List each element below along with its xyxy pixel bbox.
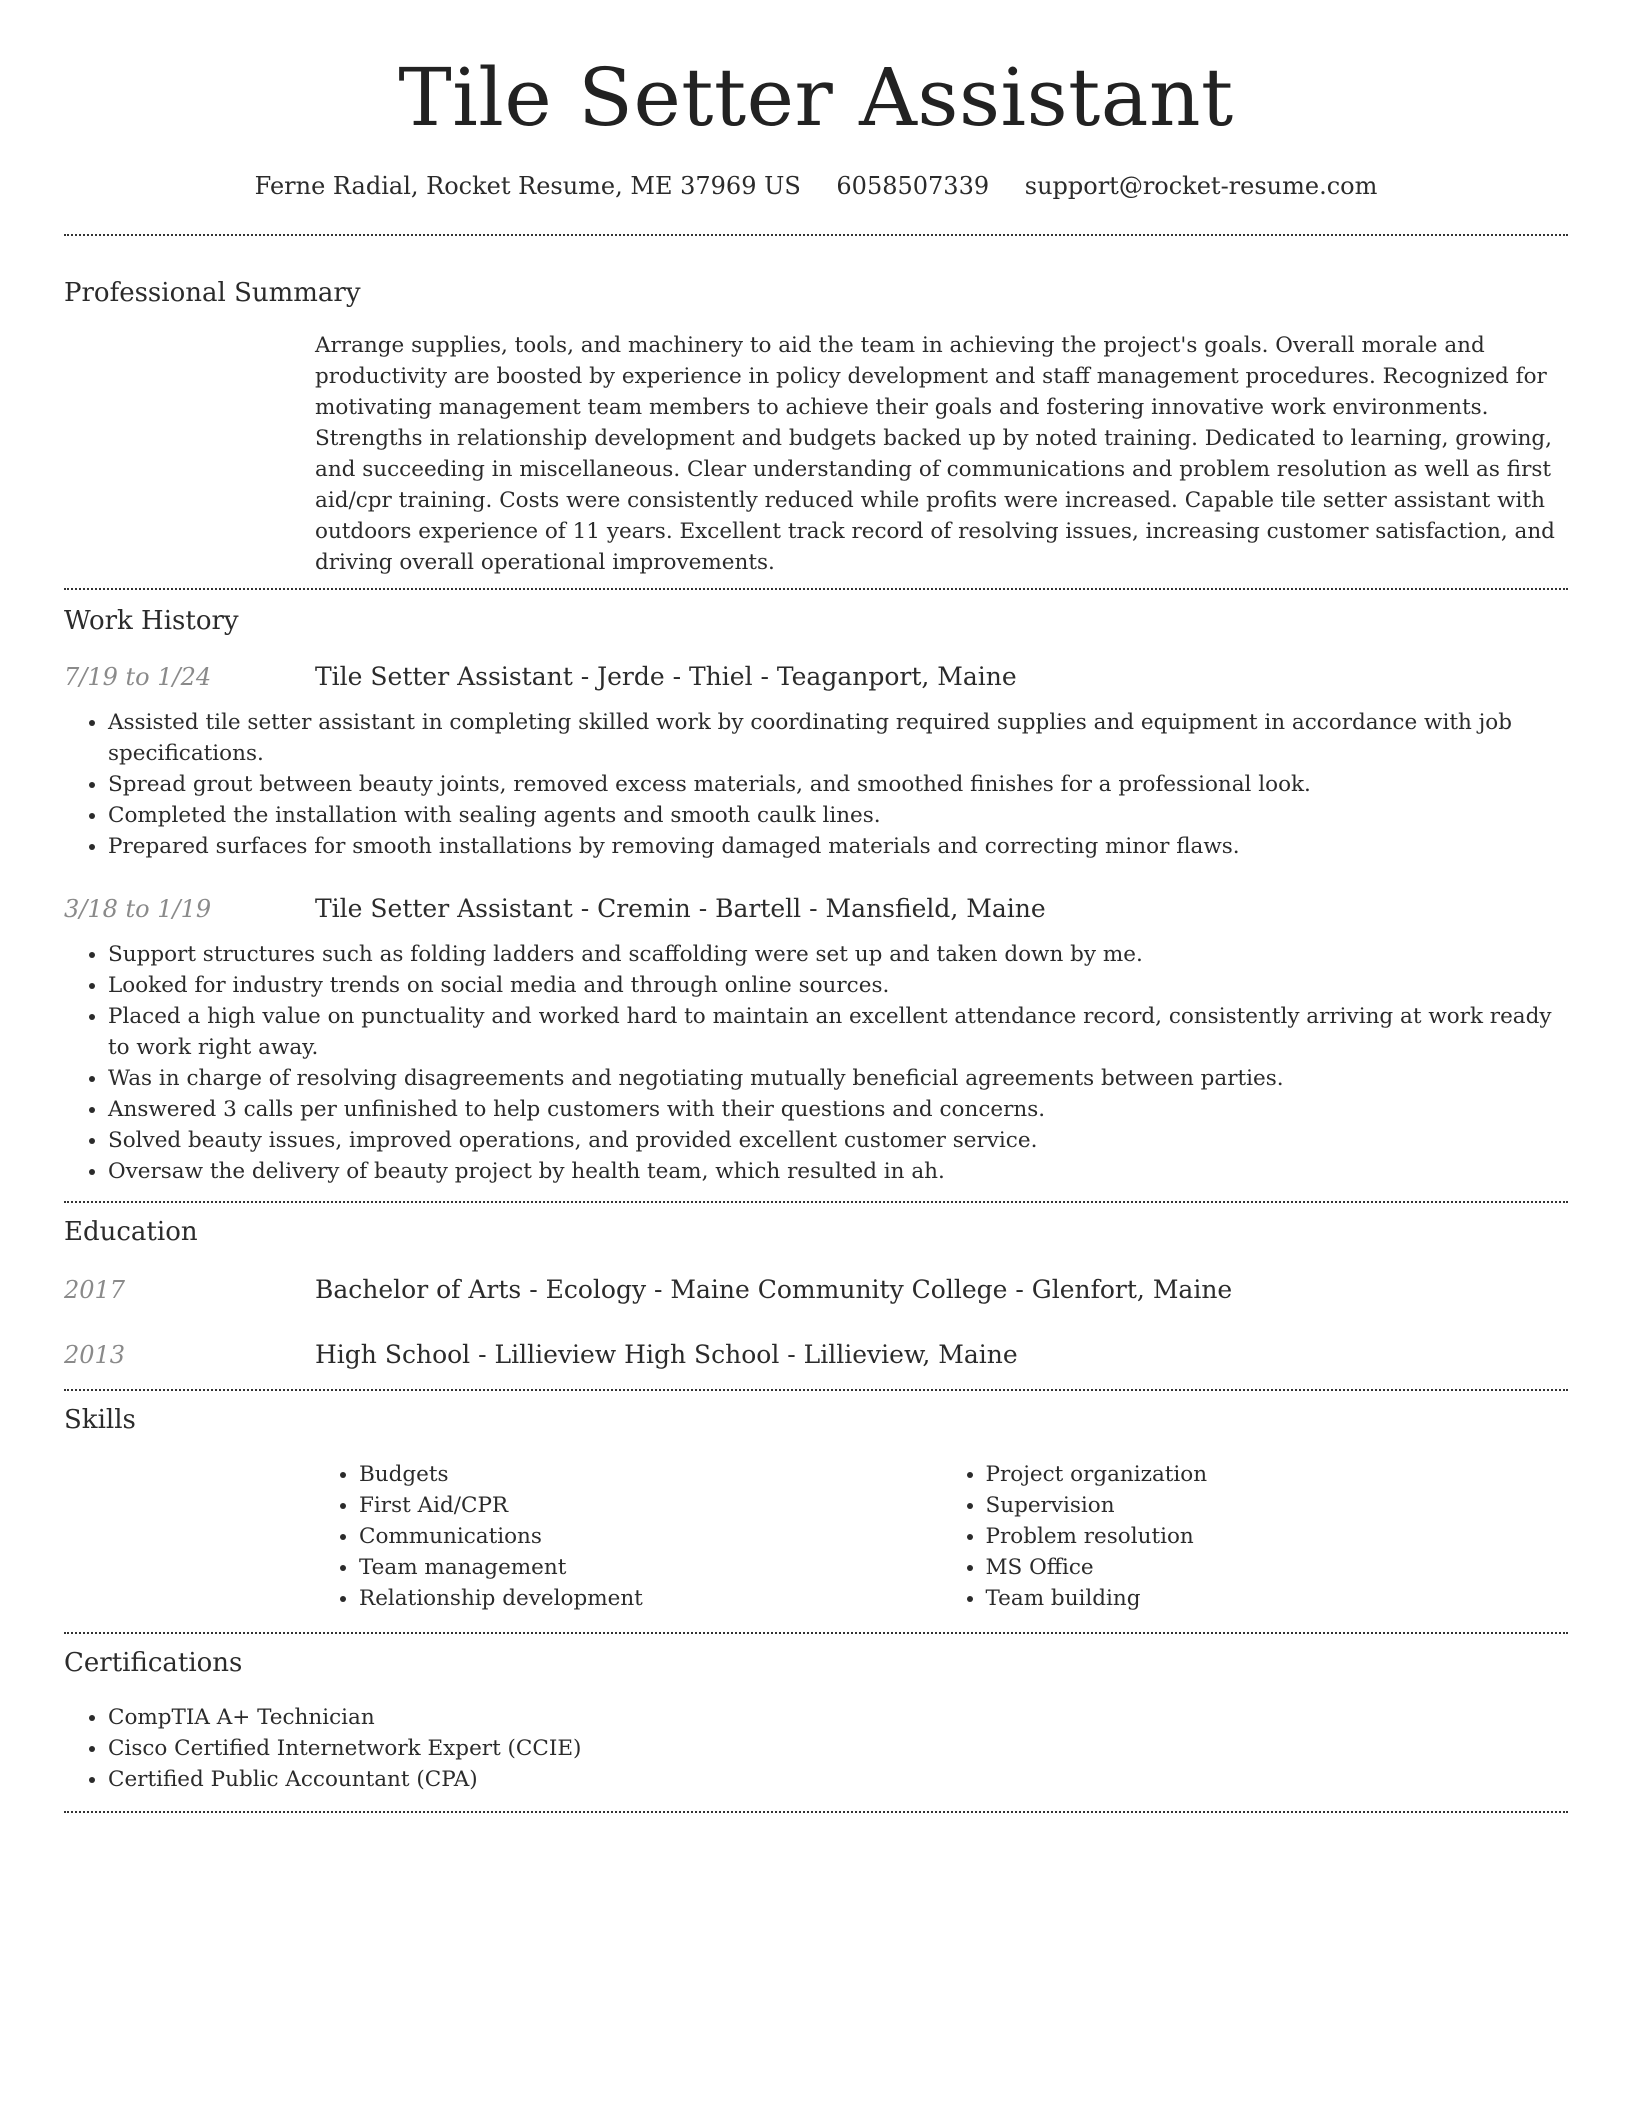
list-item: • Was in charge of resolving disagreements and negotiating mutually beneficial agreements between parties. [108, 1063, 1568, 1094]
work-heading: Work History [64, 606, 239, 636]
summary-heading: Professional Summary [64, 278, 361, 308]
list-item: • Solved beauty issues, improved operations, and provided excellent customer service. [108, 1125, 1568, 1156]
skill-item: • Supervision [986, 1490, 1569, 1521]
skill-item: • Communications [359, 1521, 942, 1552]
skill-item: • Problem resolution [986, 1521, 1569, 1552]
job-bullets [64, 939, 1568, 1187]
certifications-list [64, 1702, 1568, 1795]
skills-heading: Skills [64, 1405, 136, 1435]
skills-columns [315, 1459, 1568, 1614]
contact-line [64, 172, 1568, 200]
job-bullets [64, 707, 1568, 862]
list-item: • Prepared surfaces for smooth installations by removing damaged materials and correcting minor flaws. [108, 831, 1568, 862]
divider [64, 1632, 1568, 1634]
job-dates: 7/19 to 1/24 [64, 663, 212, 691]
resume-page [64, 0, 1568, 1813]
list-item: • Answered 3 calls per unfinished to help customers with their questions and concerns. [108, 1094, 1568, 1125]
education-year: 2013 [64, 1341, 126, 1369]
resume-name: Tile Setter Assistant [398, 51, 1234, 144]
job-title: Tile Setter Assistant - Jerde - Thiel - Teaganport, Maine [315, 662, 1017, 691]
contact-address: Ferne Radial, Rocket Resume, ME 37969 US [254, 172, 801, 200]
certification-item: • CompTIA A+ Technician [108, 1702, 1568, 1733]
certifications-heading: Certifications [64, 1648, 243, 1678]
summary-text: Arrange supplies, tools, and machinery to aid the team in achieving the project's goals. Overall morale and productivity are boosted by experience in policy development and staff management procedures. Recognized for motivating management team members to achieve their goals and fostering innovative work environments. Strengths in relationship development and budgets backed up by noted training. Dedicated to learning, growing, and succeeding in miscellaneous. Clear understanding of communications and problem resolution as well as first aid/cpr training. Costs were consistently reduced while profits were increased. Capable tile setter assistant with outdoors experience of 11 years. Excellent track record of resolving issues, increasing customer satisfaction, and driving overall operational improvements. [315, 333, 1555, 575]
certification-item: • Certified Public Accountant (CPA) [108, 1764, 1568, 1795]
skill-item: • MS Office [986, 1552, 1569, 1583]
list-item: • Looked for industry trends on social media and through online sources. [108, 970, 1568, 1001]
divider [64, 1389, 1568, 1391]
education-year: 2017 [64, 1276, 126, 1304]
skill-item: • Team management [359, 1552, 942, 1583]
contact-phone: 6058507339 [836, 172, 990, 200]
job-entry [64, 894, 1568, 923]
education-degree: Bachelor of Arts - Ecology - Maine Community College - Glenfort, Maine [315, 1275, 1233, 1304]
list-item: • Placed a high value on punctuality and worked hard to maintain an excellent attendance record, consistently arriving at work ready to work right away. [108, 1001, 1568, 1063]
certification-item: • Cisco Certified Internetwork Expert (CCIE) [108, 1733, 1568, 1764]
skill-item: • Project organization [986, 1459, 1569, 1490]
job-dates: 3/18 to 1/19 [64, 895, 212, 923]
skills-list-right [942, 1459, 1569, 1614]
list-item: • Spread grout between beauty joints, removed excess materials, and smoothed finishes for a professional look. [108, 769, 1568, 800]
list-item: • Support structures such as folding ladders and scaffolding were set up and taken down by me. [108, 939, 1568, 970]
divider [64, 1811, 1568, 1813]
skill-item: • Team building [986, 1583, 1569, 1614]
job-title: Tile Setter Assistant - Cremin - Bartell - Mansfield, Maine [315, 894, 1046, 923]
skills-list-left [315, 1459, 942, 1614]
divider [64, 1201, 1568, 1203]
divider [64, 234, 1568, 236]
skill-item: • Budgets [359, 1459, 942, 1490]
contact-email: support@rocket-resume.com [1024, 172, 1378, 200]
list-item: • Oversaw the delivery of beauty project by health team, which resulted in ah. [108, 1156, 1568, 1187]
list-item: • Completed the installation with sealing agents and smooth caulk lines. [108, 800, 1568, 831]
education-degree: High School - Lillieview High School - Lillieview, Maine [315, 1340, 1018, 1369]
list-item: • Assisted tile setter assistant in completing skilled work by coordinating required supplies and equipment in accordance with job specifications. [108, 707, 1568, 769]
education-entry [64, 1340, 1568, 1369]
skill-item: • Relationship development [359, 1583, 942, 1614]
divider [64, 588, 1568, 590]
education-entry [64, 1275, 1568, 1304]
skill-item: • First Aid/CPR [359, 1490, 942, 1521]
education-heading: Education [64, 1217, 198, 1247]
job-entry [64, 662, 1568, 691]
